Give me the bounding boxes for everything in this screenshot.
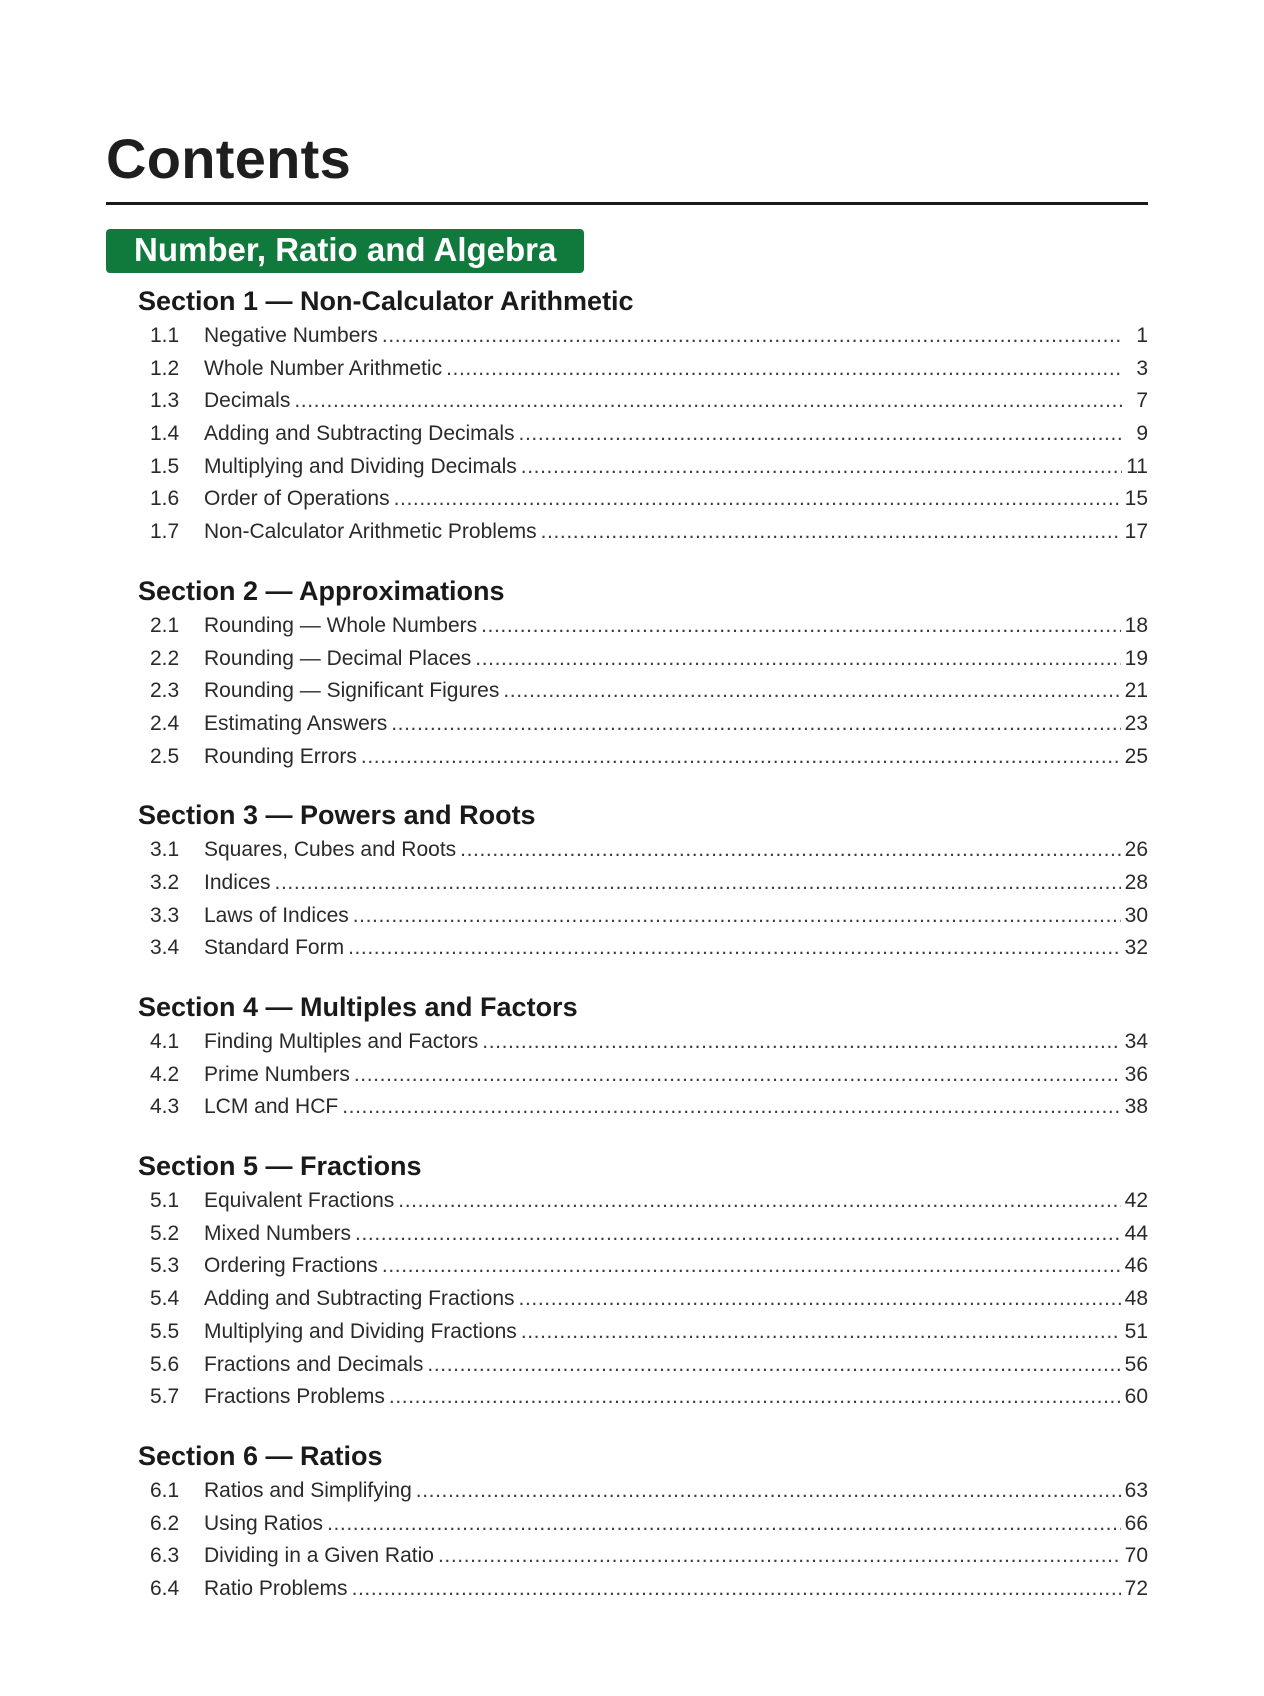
- entry-number: 4.3: [150, 1095, 180, 1119]
- dot-leader: [482, 1026, 1120, 1059]
- toc-section-1: [138, 283, 1148, 549]
- entry-number: 4.1: [150, 1030, 180, 1053]
- toc-entry[interactable]: [138, 643, 1148, 676]
- entry-number: 3.4: [150, 936, 180, 960]
- toc-entry[interactable]: [138, 1508, 1148, 1541]
- entry-page-number: 34: [1124, 1030, 1148, 1053]
- entry-title: Laws of Indices: [204, 903, 349, 927]
- entry-page-number: 38: [1124, 1095, 1148, 1119]
- entry-page-number: 44: [1124, 1221, 1148, 1245]
- entry-title: Non-Calculator Arithmetic Problems: [204, 520, 537, 544]
- entry-page-number: 1: [1136, 324, 1148, 347]
- entry-title: Negative Numbers: [204, 324, 378, 347]
- toc-entry[interactable]: [138, 932, 1148, 965]
- part-banner: Number, Ratio and Algebra: [106, 229, 584, 273]
- entry-number: 5.2: [150, 1221, 180, 1245]
- entry-number: 5.7: [150, 1385, 180, 1409]
- entry-number: 5.4: [150, 1287, 180, 1311]
- dot-leader: [361, 741, 1121, 774]
- toc-entry[interactable]: [138, 451, 1148, 484]
- dot-leader: [427, 1349, 1120, 1382]
- entry-title: Ratios and Simplifying: [204, 1478, 412, 1502]
- dot-leader: [521, 1316, 1121, 1349]
- entry-title: Ordering Fractions: [204, 1254, 378, 1278]
- toc-entry[interactable]: [138, 1316, 1148, 1349]
- entry-page-number: 48: [1124, 1287, 1148, 1311]
- entry-number: 3.3: [150, 903, 180, 927]
- entry-page-number: 42: [1124, 1189, 1148, 1213]
- dot-leader: [394, 483, 1121, 516]
- section-heading: Section 1 — Non-Calculator Arithmetic: [138, 286, 634, 316]
- toc-entry[interactable]: [138, 320, 1148, 353]
- toc-entry[interactable]: [138, 834, 1148, 867]
- dot-leader: [382, 320, 1122, 353]
- entry-page-number: 72: [1124, 1576, 1148, 1600]
- toc-entry[interactable]: [138, 610, 1148, 643]
- toc-entry[interactable]: [138, 483, 1148, 516]
- entry-title: Indices: [204, 870, 271, 894]
- entry-title: Ratio Problems: [204, 1576, 348, 1600]
- toc-entry[interactable]: [138, 516, 1148, 549]
- dot-leader: [398, 1185, 1120, 1218]
- entry-page-number: 17: [1124, 520, 1148, 544]
- entry-number: 1.6: [150, 487, 180, 511]
- section-heading: Section 5 — Fractions: [138, 1151, 422, 1182]
- entry-page-number: 28: [1124, 870, 1148, 894]
- entry-page-number: 7: [1136, 389, 1148, 413]
- entry-title: Estimating Answers: [204, 711, 388, 735]
- entry-page-number: 19: [1124, 646, 1148, 670]
- dot-leader: [391, 708, 1120, 741]
- toc-entry[interactable]: [138, 1026, 1148, 1059]
- section-heading: Section 2 — Approximations: [138, 575, 505, 606]
- entry-page-number: 56: [1124, 1352, 1148, 1376]
- entry-number: 1.3: [150, 389, 180, 413]
- dot-leader: [275, 867, 1121, 900]
- toc-entry[interactable]: [138, 418, 1148, 451]
- page-title: Contents: [106, 127, 352, 190]
- entry-page-number: 25: [1124, 744, 1148, 768]
- entry-title: Using Ratios: [204, 1511, 324, 1535]
- toc-entry[interactable]: [138, 353, 1148, 386]
- entry-page-number: 26: [1124, 838, 1148, 862]
- entry-page-number: 9: [1136, 422, 1148, 446]
- entry-title: Prime Numbers: [204, 1062, 350, 1086]
- toc-section-4: [138, 989, 1148, 1124]
- entry-title: Finding Multiples and Factors: [204, 1030, 479, 1053]
- dot-leader: [382, 1250, 1121, 1283]
- entry-number: 1.5: [150, 454, 180, 478]
- entry-title: Rounding — Significant Figures: [204, 679, 500, 703]
- entry-title: Rounding — Whole Numbers: [204, 613, 478, 637]
- entry-page-number: 66: [1124, 1511, 1148, 1535]
- toc-entry[interactable]: [138, 1185, 1148, 1218]
- dot-leader: [460, 834, 1120, 867]
- entry-page-number: 15: [1124, 487, 1148, 511]
- entry-number: 5.3: [150, 1254, 180, 1278]
- entry-number: 6.3: [150, 1544, 180, 1568]
- dot-leader: [541, 516, 1121, 549]
- dot-leader: [503, 675, 1120, 708]
- entry-page-number: 30: [1124, 903, 1148, 927]
- entry-number: 5.6: [150, 1352, 180, 1376]
- entry-title: Dividing in a Given Ratio: [204, 1544, 434, 1568]
- entry-number: 5.5: [150, 1319, 180, 1343]
- entry-number: 1.2: [150, 356, 180, 380]
- entry-number: 2.1: [150, 613, 180, 637]
- entry-title: Multiplying and Dividing Decimals: [204, 454, 517, 478]
- toc-entry[interactable]: [138, 1283, 1148, 1316]
- entry-number: 2.5: [150, 744, 180, 768]
- entry-number: 6.2: [150, 1511, 180, 1535]
- toc-entry[interactable]: [138, 1250, 1148, 1283]
- dot-leader: [446, 353, 1122, 386]
- dot-leader: [355, 1218, 1121, 1251]
- entry-title: Squares, Cubes and Roots: [204, 838, 457, 862]
- toc-entry[interactable]: [138, 385, 1148, 418]
- section-heading: Section 3 — Powers and Roots: [138, 800, 536, 831]
- dot-leader: [438, 1540, 1121, 1573]
- entry-title: LCM and HCF: [204, 1095, 339, 1119]
- toc-section-5: [138, 1148, 1148, 1414]
- entry-title: Whole Number Arithmetic: [204, 356, 443, 380]
- entry-number: 1.4: [150, 422, 180, 446]
- entry-number: 5.1: [150, 1189, 180, 1213]
- entry-page-number: 46: [1124, 1254, 1148, 1278]
- entry-page-number: 70: [1124, 1544, 1148, 1568]
- entry-page-number: 36: [1124, 1062, 1148, 1086]
- toc-entry[interactable]: [138, 900, 1148, 933]
- entry-page-number: 3: [1136, 356, 1148, 380]
- title-rule: [106, 202, 1148, 205]
- toc-section-2: [138, 573, 1148, 773]
- toc-entry[interactable]: [138, 708, 1148, 741]
- dot-leader: [481, 610, 1121, 643]
- entry-page-number: 21: [1124, 679, 1148, 703]
- entry-number: 1.1: [150, 324, 180, 347]
- dot-leader: [519, 418, 1122, 451]
- dot-leader: [352, 1573, 1121, 1606]
- entry-title: Equivalent Fractions: [204, 1189, 395, 1213]
- dot-leader: [416, 1475, 1121, 1508]
- entry-title: Order of Operations: [204, 487, 390, 511]
- dot-leader: [294, 385, 1122, 418]
- entry-title: Adding and Subtracting Decimals: [204, 422, 515, 446]
- entry-page-number: 51: [1124, 1319, 1148, 1343]
- section-heading: Section 6 — Ratios: [138, 1440, 383, 1471]
- dot-leader: [389, 1381, 1121, 1414]
- entry-page-number: 23: [1124, 711, 1148, 735]
- entry-page-number: 18: [1124, 613, 1148, 637]
- dot-leader: [521, 451, 1122, 484]
- entry-number: 1.7: [150, 520, 180, 544]
- entry-title: Standard Form: [204, 936, 345, 960]
- entry-title: Multiplying and Dividing Fractions: [204, 1319, 517, 1343]
- toc-entry[interactable]: [138, 1059, 1148, 1092]
- entry-title: Rounding Errors: [204, 744, 357, 768]
- dot-leader: [342, 1091, 1120, 1124]
- toc-entry[interactable]: [138, 867, 1148, 900]
- toc-entry[interactable]: [138, 1475, 1148, 1508]
- toc-entry[interactable]: [138, 1540, 1148, 1573]
- entry-title: Rounding — Decimal Places: [204, 646, 472, 670]
- toc-entry[interactable]: [138, 675, 1148, 708]
- entry-title: Mixed Numbers: [204, 1221, 352, 1245]
- entry-page-number: 60: [1124, 1385, 1148, 1409]
- entry-title: Adding and Subtracting Fractions: [204, 1287, 515, 1311]
- entry-page-number: 63: [1124, 1478, 1148, 1502]
- entry-number: 3.2: [150, 870, 180, 894]
- toc-entry[interactable]: [138, 1218, 1148, 1251]
- dot-leader: [353, 900, 1121, 933]
- entry-number: 6.4: [150, 1576, 180, 1600]
- entry-page-number: 11: [1126, 454, 1148, 478]
- section-heading: Section 4 — Multiples and Factors: [138, 992, 578, 1022]
- entry-number: 2.3: [150, 679, 180, 703]
- contents-page: [106, 128, 1148, 1630]
- dot-leader: [348, 932, 1121, 965]
- entry-number: 4.2: [150, 1062, 180, 1086]
- toc-entry[interactable]: [138, 1381, 1148, 1414]
- entry-number: 2.2: [150, 646, 180, 670]
- toc-entry[interactable]: [138, 1349, 1148, 1382]
- toc-entry[interactable]: [138, 741, 1148, 774]
- dot-leader: [354, 1059, 1121, 1092]
- entry-title: Fractions and Decimals: [204, 1352, 424, 1376]
- toc-entry[interactable]: [138, 1573, 1148, 1606]
- dot-leader: [519, 1283, 1121, 1316]
- entry-title: Decimals: [204, 389, 291, 413]
- entry-number: 6.1: [150, 1478, 180, 1502]
- entry-number: 3.1: [150, 838, 180, 862]
- entry-title: Fractions Problems: [204, 1385, 385, 1409]
- table-of-contents: [138, 283, 1148, 1606]
- entry-number: 2.4: [150, 711, 180, 735]
- toc-section-3: [138, 797, 1148, 965]
- dot-leader: [475, 643, 1120, 676]
- entry-page-number: 32: [1124, 936, 1148, 960]
- dot-leader: [327, 1508, 1121, 1541]
- toc-section-6: [138, 1438, 1148, 1606]
- toc-entry[interactable]: [138, 1091, 1148, 1124]
